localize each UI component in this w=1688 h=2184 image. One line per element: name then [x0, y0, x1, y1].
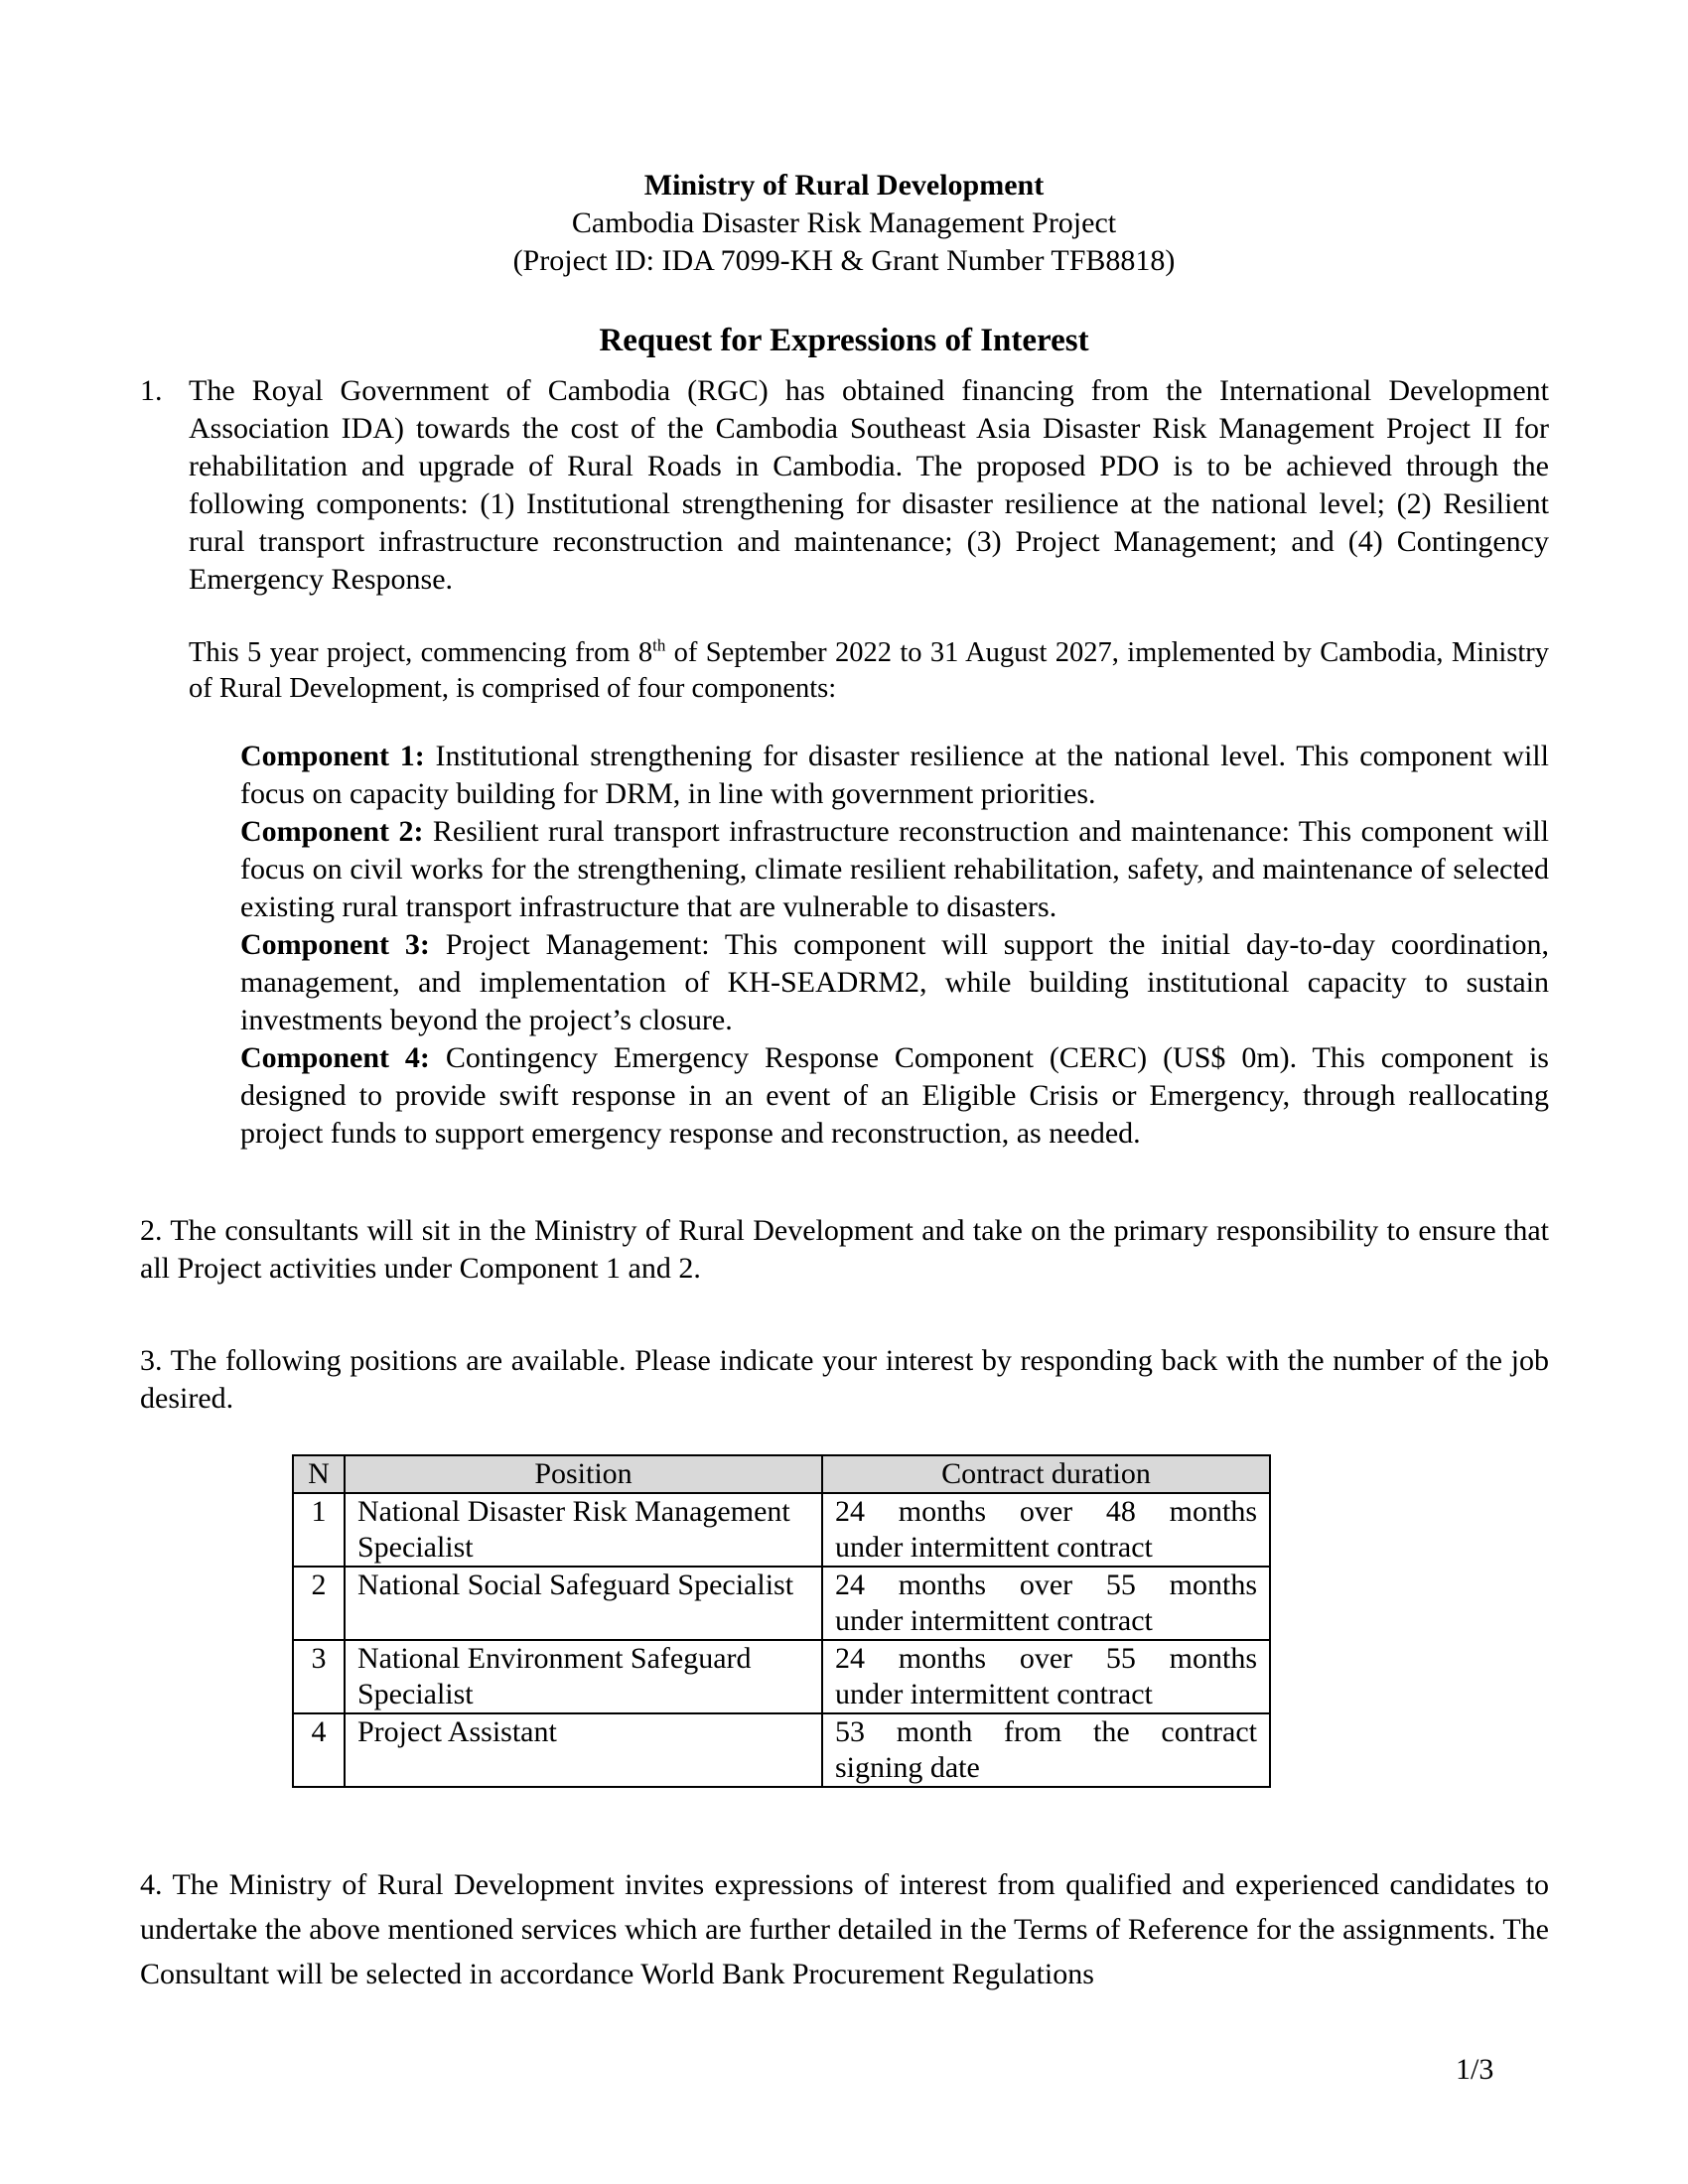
component-3: Component 3: Project Management: This component will support the initial day-to-day coordination, management, and implementation of KH-SEADRM2, while building institutional capacity to sustain investments beyond the project’s closure.: [240, 928, 1549, 1036]
section-4-paragraph: 4. The Ministry of Rural Development invites expressions of interest from qualified and experienced candidates to undertake the above mentioned services which are further detailed in the Terms of Reference for the assignments. The Consultant will be selected in accordance World Bank Procurement Regulations: [140, 1868, 1549, 1990]
row-position: National Environment Safeguard Specialist: [345, 1640, 822, 1713]
page-number: 1/3: [1456, 2053, 1494, 2086]
row-number: 3: [293, 1640, 345, 1713]
header-n: N: [293, 1455, 345, 1493]
ministry-heading: Ministry of Rural Development: [643, 169, 1045, 202]
row-position: National Social Safeguard Specialist: [345, 1567, 822, 1640]
table-row: [293, 1567, 1270, 1640]
section-3-paragraph: 3. The following positions are available. Please indicate your interest by responding back with the number of the job desired.: [140, 1344, 1549, 1415]
row-number: 1: [293, 1493, 345, 1567]
header-position: Position: [345, 1455, 822, 1493]
project-intro-paragraph: This 5 year project, commencing from 8th of September 2022 to 31 August 2027, implemented by Cambodia, Ministry of Rural Development, is comprised of four components:: [189, 635, 1549, 704]
component-1: Component 1: Institutional strengthening for disaster resilience at the national level. This component will focus on capacity building for DRM, in line with government priorities.: [240, 740, 1549, 810]
row-duration: 24 months over 55 months under intermittent contract: [822, 1567, 1270, 1640]
section-1-number: 1.: [140, 374, 163, 407]
row-duration: 24 months over 55 months under intermittent contract: [822, 1640, 1270, 1713]
ordinal-superscript: th: [652, 635, 666, 655]
project-name: Cambodia Disaster Risk Management Project: [571, 206, 1117, 239]
section-1-paragraph: The Royal Government of Cambodia (RGC) has obtained financing from the International Development Association IDA) towards the cost of the Cambodia Southeast Asia Disaster Risk Management Project II for rehabilitation and upgrade of Rural Roads in Cambodia. The proposed PDO is to be achieved through the following components: (1) Institutional strengthening for disaster resilience at the national level; (2) Resilient rural transport infrastructure reconstruction and maintenance; (3) Project Management; and (4) Contingency Emergency Response.: [189, 374, 1549, 596]
table-row: [293, 1713, 1270, 1787]
component-2: Component 2: Resilient rural transport infrastructure reconstruction and maintenance: This component will focus on civil works for the strengthening, climate resilient rehabilitation, safety, and maintenance of selected existing rural transport infrastructure that are vulnerable to disasters.: [240, 815, 1549, 923]
row-duration: 24 months over 48 months under intermittent contract: [822, 1493, 1270, 1567]
row-number: 2: [293, 1567, 345, 1640]
positions-table: [292, 1454, 1271, 1788]
project-id: (Project ID: IDA 7099-KH & Grant Number TFB8818): [512, 244, 1176, 277]
header-duration: Contract duration: [822, 1455, 1270, 1493]
table-row: [293, 1640, 1270, 1713]
section-2-paragraph: 2. The consultants will sit in the Ministry of Rural Development and take on the primary responsibility to ensure that all Project activities under Component 1 and 2.: [140, 1214, 1549, 1285]
table-header-row: [293, 1455, 1270, 1493]
row-position: Project Assistant: [345, 1713, 822, 1787]
row-position: National Disaster Risk Management Specialist: [345, 1493, 822, 1567]
row-number: 4: [293, 1713, 345, 1787]
row-duration: 53 month from the contract signing date: [822, 1713, 1270, 1787]
document-title: Request for Expressions of Interest: [599, 323, 1089, 358]
table-row: [293, 1493, 1270, 1567]
component-4: Component 4: Contingency Emergency Response Component (CERC) (US$ 0m). This component is designed to provide swift response in an event of an Eligible Crisis or Emergency, through reallocating project funds to support emergency response and reconstruction, as needed.: [240, 1041, 1549, 1150]
